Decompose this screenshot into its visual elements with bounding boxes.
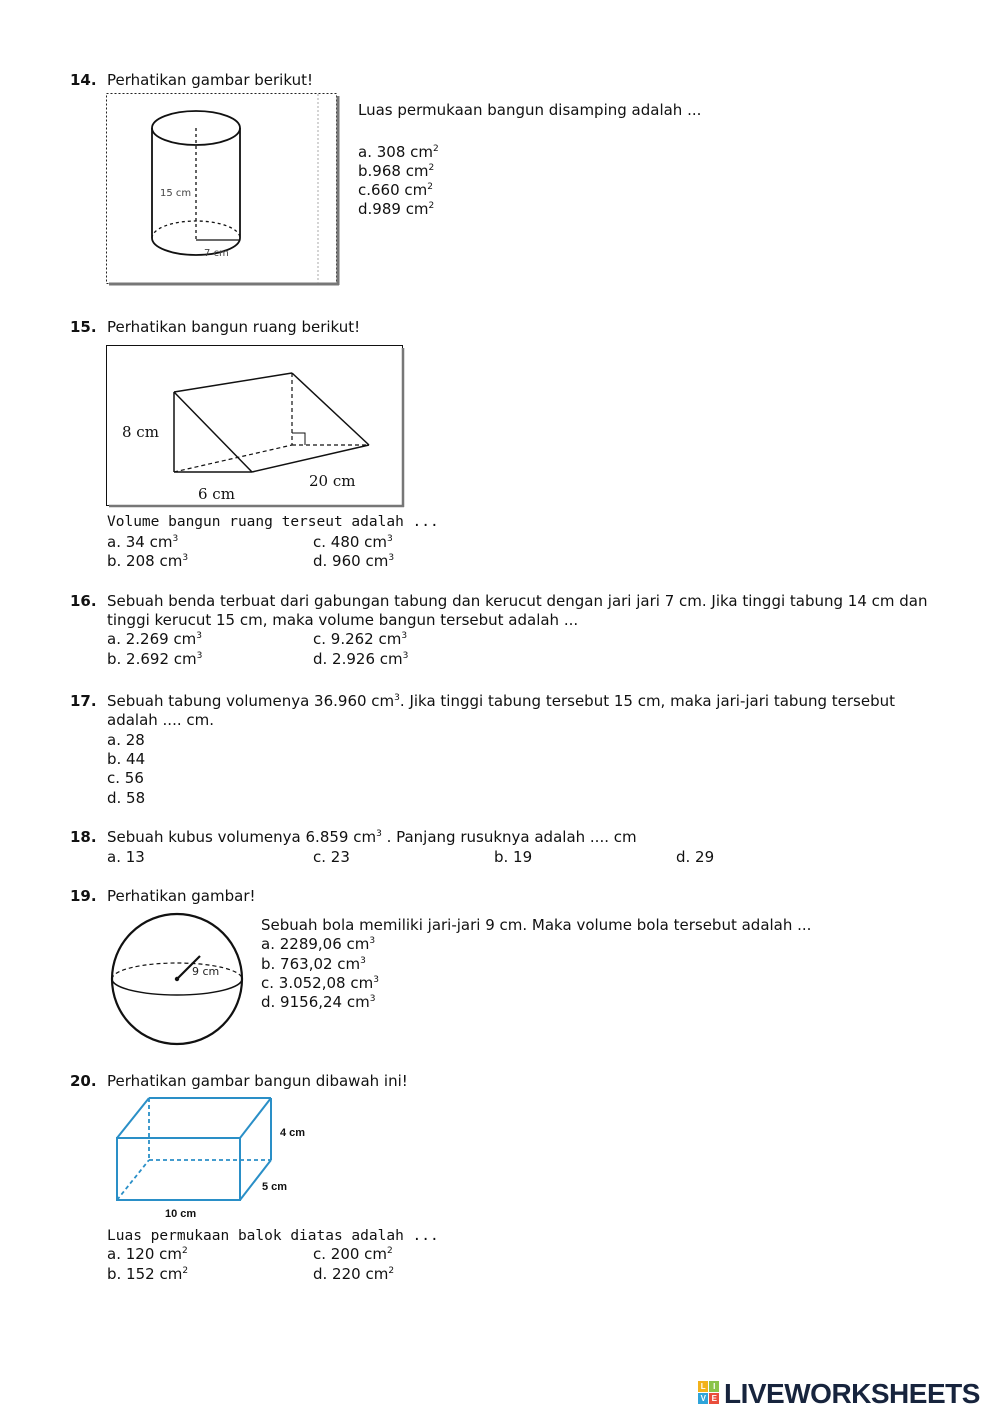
q18-option-d: d. 29 [676,848,715,866]
q16-option-d: d. 2.926 $cm^3$ [313,650,409,668]
q20-option-d: d. 220 $cm^2$ [313,1265,395,1283]
q15-prompt: Perhatikan bangun ruang berikut! [107,318,361,336]
q20-fig-length-label: 10 cm [165,1208,197,1220]
q19-fig-radius-label: 9 cm [192,965,220,978]
q16-option-b: b. 2.692 $cm^3$ [107,650,203,668]
q18-option-b: b. 19 [494,848,533,866]
q14-option-a: a. 308 $cm^2$ [358,143,439,161]
q15-prism-figure [106,345,406,508]
q15-fig-length-label: 20 cm [309,472,356,490]
q17-option-a: a. 28 [107,731,145,749]
q20-cuboid-figure [112,1094,322,1222]
q19-sphere-figure [108,912,248,1048]
q16-number: 16. [70,592,97,610]
q14-prompt: Perhatikan gambar berikut! [107,71,313,89]
q19-option-c: c. 3.052,08 $cm^3$ [261,974,379,992]
liveworksheets-logo[interactable] [698,1380,980,1408]
q20-option-b: b. 152 $cm^2$ [107,1265,189,1283]
q19-prompt: Perhatikan gambar! [107,887,256,905]
q15-question: Volume bangun ruang terseut adalah ... [107,514,439,530]
q14-option-d: d.989 $cm^2$ [358,200,435,218]
q14-option-b: b.968 $cm^2$ [358,162,435,180]
q16-text-line1: Sebuah benda terbuat dari gabungan tabung dan kerucut dengan jari jari 7 cm. Jika tinggi tabung 14 cm dan [107,592,928,610]
q16-option-c: c. 9.262 $cm^3$ [313,630,408,648]
q18-number: 18. [70,828,97,846]
q17-text-line1: Sebuah tabung volumenya 36.960 $cm^3$. Jika tinggi tabung tersebut 15 cm, maka jari-jari tabung tersebut [107,692,895,710]
q14-fig-height-label: 15 cm [160,188,192,199]
q15-fig-height-label: 8 cm [122,423,159,441]
q17-option-b: b. 44 [107,750,146,768]
q18-option-c: c. 23 [313,848,350,866]
q18-option-a: a. 13 [107,848,145,866]
q20-question: Luas permukaan balok diatas adalah ... [107,1228,439,1244]
q14-fig-radius-label: 7 cm [204,248,229,259]
q16-text-line2: tinggi kerucut 15 cm, maka volume bangun tersebut adalah ... [107,611,579,629]
q14-number: 14. [70,71,97,89]
q15-option-c: c. 480 $cm^3$ [313,533,393,551]
q19-option-b: b. 763,02 $cm^3$ [261,955,366,973]
q20-option-a: a. 120 $cm^2$ [107,1245,188,1263]
q15-option-a: a. 34 $cm^3$ [107,533,179,551]
q17-option-c: c. 56 [107,769,144,787]
q20-prompt: Perhatikan gambar bangun dibawah ini! [107,1072,408,1090]
q15-number: 15. [70,318,97,336]
q17-text-line2: adalah .... cm. [107,711,215,729]
q20-fig-height-label: 4 cm [280,1127,306,1139]
q18-text: Sebuah kubus volumenya 6.859 $cm^3$ . Panjang rusuknya adalah .... cm [107,828,637,846]
q14-option-c: c.660 $cm^2$ [358,181,434,199]
q15-option-b: b. 208 $cm^3$ [107,552,189,570]
q14-question: Luas permukaan bangun disamping adalah ... [358,101,702,119]
q15-fig-width-label: 6 cm [198,485,235,503]
q16-option-a: a. 2.269 $cm^3$ [107,630,203,648]
q19-question: Sebuah bola memiliki jari-jari 9 cm. Maka volume bola tersebut adalah ... [261,916,812,934]
q17-option-d: d. 58 [107,789,146,807]
liveworksheets-logo-text: LIVEWORKSHEETS [724,1378,980,1409]
q14-cylinder-figure [106,93,342,287]
q20-option-c: c. 200 $cm^2$ [313,1245,393,1263]
q19-number: 19. [70,887,97,905]
q19-option-a: a. 2289,06 $cm^3$ [261,935,376,953]
q15-option-d: d. 960 $cm^3$ [313,552,395,570]
q20-fig-width-label: 5 cm [262,1181,288,1193]
liveworksheets-logo-icon: L I V E [698,1381,720,1405]
q19-option-d: d. 9156,24 $cm^3$ [261,993,376,1011]
q17-number: 17. [70,692,97,710]
q20-number: 20. [70,1072,97,1090]
